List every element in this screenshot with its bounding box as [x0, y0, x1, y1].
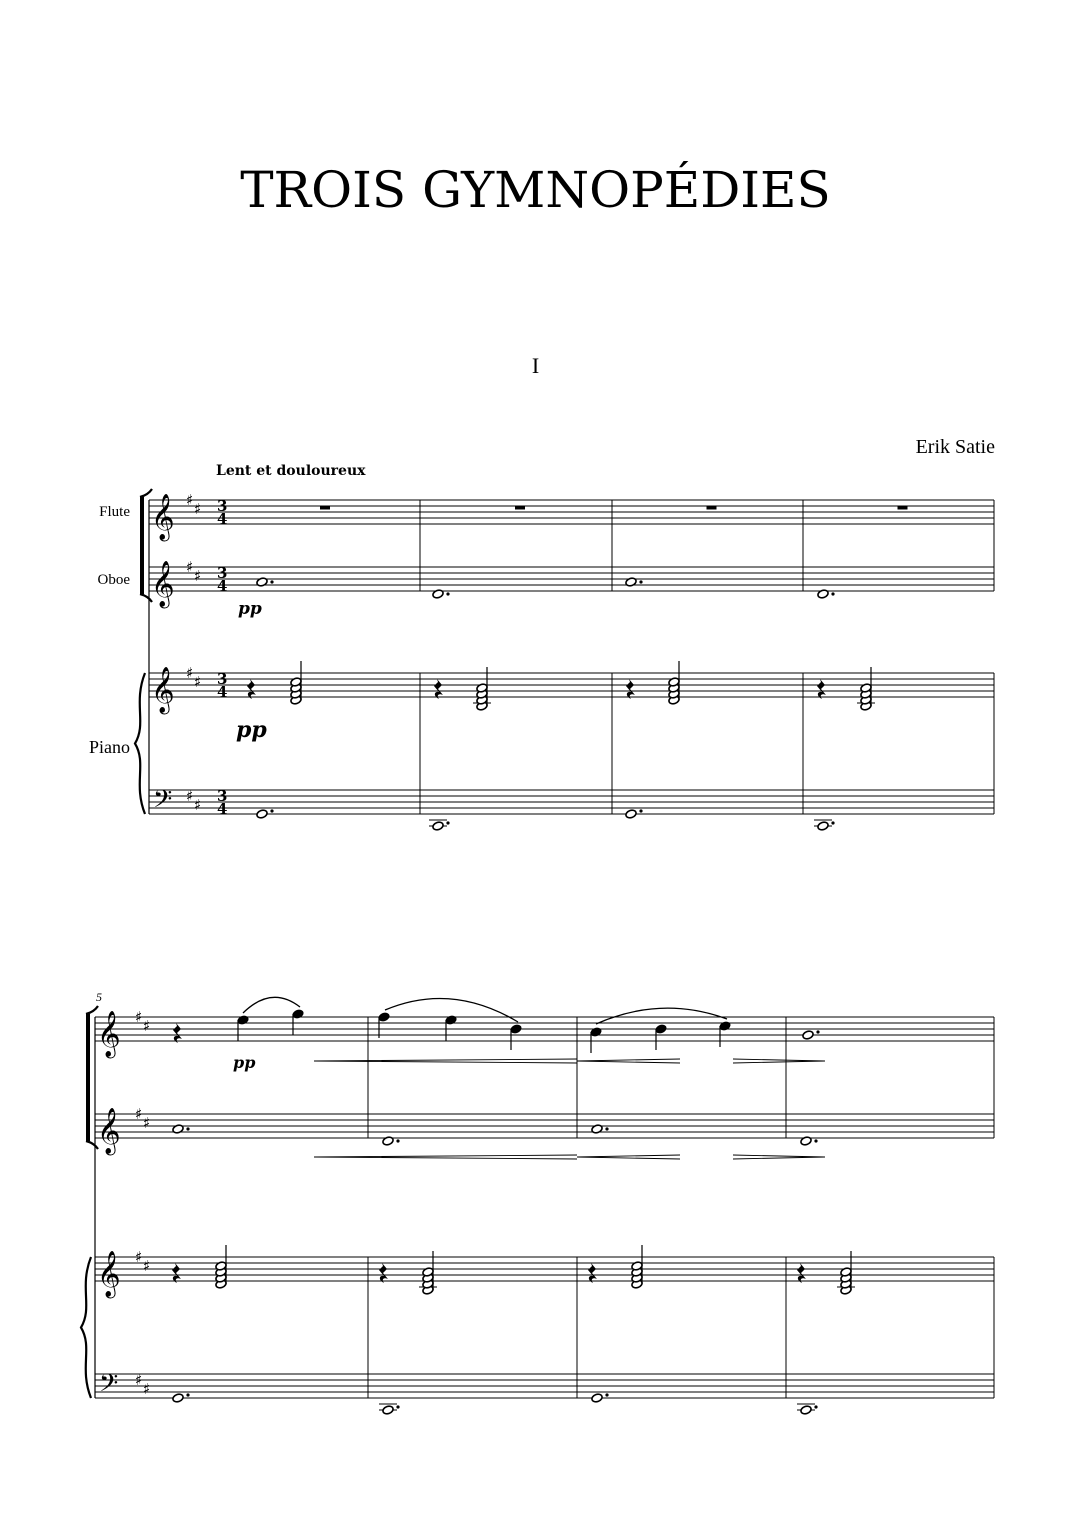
sharp-icon: ♯ [143, 1017, 151, 1035]
quarter-rest-icon [172, 1263, 181, 1283]
diminuendo-hairpin [733, 1059, 825, 1061]
dotted-half-note [256, 809, 268, 819]
dotted-half-note [591, 1393, 603, 1403]
score-title: TROIS GYMNOPÉDIES [240, 161, 831, 219]
dotted-half-note [256, 577, 268, 587]
sharp-icon: ♯ [143, 1257, 151, 1275]
quarter-note [590, 1027, 602, 1037]
quarter-rest-icon [817, 679, 826, 699]
quarter-rest-icon [173, 1023, 182, 1043]
sharp-icon: ♯ [194, 796, 202, 814]
augmentation-dot [816, 1030, 819, 1033]
system-bracket [140, 497, 144, 594]
dotted-half-note [802, 1030, 814, 1040]
quarter-note [445, 1015, 457, 1025]
time-signature-numerator: 3 [217, 787, 228, 805]
tempo-marking: Lent et douloureux [216, 463, 366, 479]
sharp-icon: ♯ [135, 1008, 143, 1026]
piano-brace [135, 673, 145, 814]
dotted-half-note [382, 1405, 394, 1415]
quarter-rest-icon [588, 1263, 597, 1283]
diminuendo-hairpin [733, 1061, 825, 1063]
dotted-half-note [625, 577, 637, 587]
augmentation-dot [639, 809, 642, 812]
dotted-half-note [432, 589, 444, 599]
diminuendo-hairpin [733, 1157, 825, 1159]
crescendo-hairpin [577, 1155, 680, 1157]
dotted-half-note [172, 1393, 184, 1403]
dotted-half-note [817, 589, 829, 599]
whole-rest-icon [515, 506, 525, 510]
quarter-note [719, 1021, 731, 1031]
time-signature-denominator: 4 [217, 577, 228, 595]
sharp-icon: ♯ [135, 1248, 143, 1266]
augmentation-dot [814, 1405, 817, 1408]
time-signature-numerator: 3 [217, 497, 228, 515]
treble-clef-icon: 𝄞 [97, 1011, 121, 1057]
treble-clef-icon: 𝄞 [151, 561, 175, 607]
piano-label: Piano [88, 737, 130, 757]
augmentation-dot [814, 1139, 817, 1142]
dynamic-pp: pp [238, 599, 262, 619]
flute-label: Flute [99, 504, 130, 520]
quarter-note [378, 1012, 390, 1022]
dotted-half-note [172, 1124, 184, 1134]
time-signature-denominator: 4 [217, 800, 228, 818]
treble-clef-icon: 𝄞 [97, 1251, 121, 1297]
crescendo-hairpin [577, 1059, 680, 1061]
crescendo-hairpin [314, 1155, 577, 1157]
dynamic-pp: pp [233, 1053, 256, 1072]
dotted-half-note [432, 821, 444, 831]
quarter-rest-icon [434, 679, 443, 699]
augmentation-dot [396, 1405, 399, 1408]
augmentation-dot [270, 580, 273, 583]
composer-name: Erik Satie [915, 436, 995, 458]
whole-rest-icon [707, 506, 717, 510]
crescendo-hairpin [577, 1157, 680, 1159]
augmentation-dot [270, 809, 273, 812]
augmentation-dot [186, 1393, 189, 1396]
sharp-icon: ♯ [143, 1380, 151, 1398]
dotted-half-note [382, 1136, 394, 1146]
slur [243, 997, 300, 1013]
quarter-note [510, 1024, 522, 1034]
quarter-rest-icon [797, 1263, 806, 1283]
sharp-icon: ♯ [186, 664, 194, 682]
treble-clef-icon: 𝄞 [151, 494, 175, 540]
crescendo-hairpin [577, 1061, 680, 1063]
crescendo-hairpin [314, 1061, 577, 1063]
dotted-half-note [800, 1405, 812, 1415]
dotted-half-note [591, 1124, 603, 1134]
treble-clef-icon: 𝄞 [151, 667, 175, 713]
quarter-rest-icon [379, 1263, 388, 1283]
crescendo-hairpin [314, 1059, 577, 1061]
augmentation-dot [186, 1127, 189, 1130]
dotted-half-note [800, 1136, 812, 1146]
diminuendo-hairpin [733, 1155, 825, 1157]
quarter-note [655, 1024, 667, 1034]
dotted-half-note [817, 821, 829, 831]
augmentation-dot [446, 821, 449, 824]
sharp-icon: ♯ [135, 1371, 143, 1389]
system-bracket [86, 1014, 90, 1141]
whole-rest-icon [320, 506, 330, 510]
augmentation-dot [396, 1139, 399, 1142]
slur [596, 1008, 727, 1024]
piano-brace [81, 1257, 91, 1398]
quarter-note [237, 1015, 249, 1025]
augmentation-dot [605, 1127, 608, 1130]
time-signature-denominator: 4 [217, 510, 228, 528]
movement-number: I [531, 353, 540, 378]
quarter-note [292, 1009, 304, 1019]
whole-rest-icon [898, 506, 908, 510]
dotted-half-note [625, 809, 637, 819]
augmentation-dot [639, 580, 642, 583]
treble-clef-icon: 𝄞 [97, 1108, 121, 1154]
bass-clef-icon: 𝄢 [99, 1369, 119, 1404]
time-signature-numerator: 3 [217, 564, 228, 582]
augmentation-dot [446, 592, 449, 595]
sharp-icon: ♯ [186, 558, 194, 576]
bass-clef-icon: 𝄢 [153, 785, 173, 820]
sharp-icon: ♯ [194, 567, 202, 585]
augmentation-dot [831, 592, 834, 595]
quarter-rest-icon [626, 679, 635, 699]
sharp-icon: ♯ [186, 491, 194, 509]
sharp-icon: ♯ [194, 673, 202, 691]
augmentation-dot [831, 821, 834, 824]
sharp-icon: ♯ [135, 1105, 143, 1123]
oboe-label: Oboe [97, 572, 130, 588]
sharp-icon: ♯ [186, 787, 194, 805]
measure-number: 5 [96, 990, 102, 1004]
sharp-icon: ♯ [194, 500, 202, 518]
dynamic-pp: pp [236, 717, 267, 743]
crescendo-hairpin [314, 1157, 577, 1159]
augmentation-dot [605, 1393, 608, 1396]
time-signature-denominator: 4 [217, 683, 228, 701]
quarter-rest-icon [247, 679, 256, 699]
sharp-icon: ♯ [143, 1114, 151, 1132]
time-signature-numerator: 3 [217, 670, 228, 688]
